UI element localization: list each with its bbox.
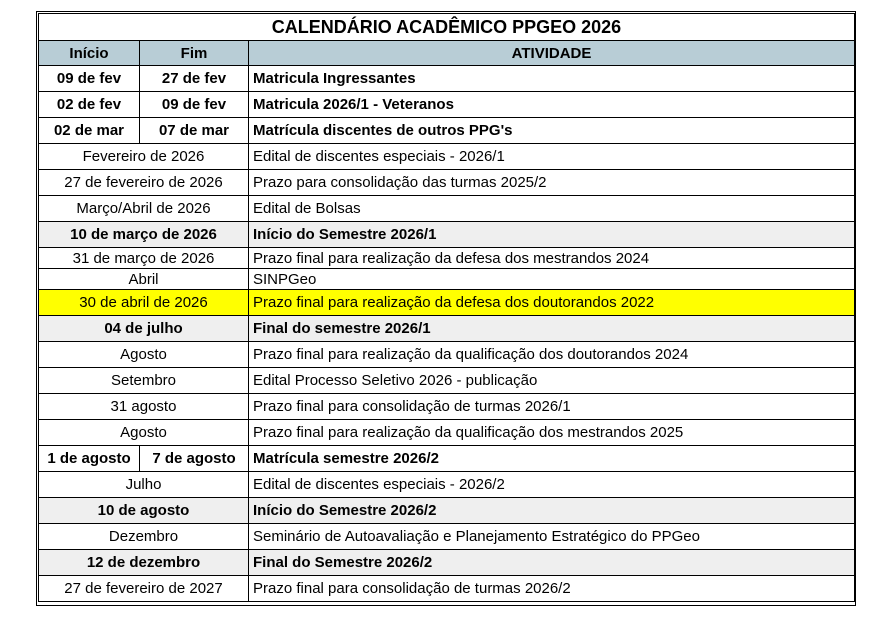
table-row — [39, 248, 855, 269]
activity-cell: Prazo final para realização da qualificação dos doutorandos 2024 — [249, 342, 855, 368]
activity-cell: Início do Semestre 2026/1 — [249, 222, 855, 248]
header-fim: Fim — [140, 41, 249, 66]
activity-cell: Matricula Ingressantes — [249, 66, 855, 92]
table-row — [39, 576, 855, 602]
period-cell: 04 de julho — [39, 316, 249, 342]
table-row — [39, 196, 855, 222]
table-row — [39, 342, 855, 368]
activity-cell: Prazo para consolidação das turmas 2025/2 — [249, 170, 855, 196]
start-date-cell: 1 de agosto — [39, 446, 140, 472]
end-date-cell: 09 de fev — [140, 92, 249, 118]
period-cell: Dezembro — [39, 524, 249, 550]
period-cell: Setembro — [39, 368, 249, 394]
period-cell: Março/Abril de 2026 — [39, 196, 249, 222]
activity-cell: Edital Processo Seletivo 2026 - publicação — [249, 368, 855, 394]
title-row — [39, 14, 855, 41]
table-row — [39, 420, 855, 446]
table-row — [39, 550, 855, 576]
activity-cell: Prazo final para realização da defesa dos mestrandos 2024 — [249, 248, 855, 269]
period-cell: Fevereiro de 2026 — [39, 144, 249, 170]
activity-cell: Prazo final para realização da defesa dos doutorandos 2022 — [249, 290, 855, 316]
table-row — [39, 92, 855, 118]
activity-cell: Edital de discentes especiais - 2026/1 — [249, 144, 855, 170]
activity-cell: Matrícula discentes de outros PPG's — [249, 118, 855, 144]
activity-cell: Matricula 2026/1 - Veteranos — [249, 92, 855, 118]
table-row — [39, 290, 855, 316]
table-row — [39, 222, 855, 248]
end-date-cell: 7 de agosto — [140, 446, 249, 472]
header-atividade: ATIVIDADE — [249, 41, 855, 66]
activity-cell: Prazo final para consolidação de turmas 2026/2 — [249, 576, 855, 602]
period-cell: 27 de fevereiro de 2026 — [39, 170, 249, 196]
activity-cell: Edital de Bolsas — [249, 196, 855, 222]
start-date-cell: 02 de fev — [39, 92, 140, 118]
header-inicio: Início — [39, 41, 140, 66]
table-row — [39, 144, 855, 170]
activity-cell: SINPGeo — [249, 269, 855, 290]
start-date-cell: 02 de mar — [39, 118, 140, 144]
period-cell: 12 de dezembro — [39, 550, 249, 576]
header-row — [39, 41, 855, 66]
activity-cell: Início do Semestre 2026/2 — [249, 498, 855, 524]
activity-cell: Prazo final para realização da qualificação dos mestrandos 2025 — [249, 420, 855, 446]
activity-cell: Edital de discentes especiais - 2026/2 — [249, 472, 855, 498]
table-row — [39, 446, 855, 472]
activity-cell: Final do Semestre 2026/2 — [249, 550, 855, 576]
period-cell: 27 de fevereiro de 2027 — [39, 576, 249, 602]
period-cell: Abril — [39, 269, 249, 290]
period-cell: 10 de agosto — [39, 498, 249, 524]
activity-cell: Prazo final para consolidação de turmas 2026/1 — [249, 394, 855, 420]
end-date-cell: 27 de fev — [140, 66, 249, 92]
activity-cell: Final do semestre 2026/1 — [249, 316, 855, 342]
period-cell: Agosto — [39, 342, 249, 368]
activity-cell: Seminário de Autoavaliação e Planejamento Estratégico do PPGeo — [249, 524, 855, 550]
table-row — [39, 118, 855, 144]
table-row — [39, 170, 855, 196]
table-row — [39, 472, 855, 498]
calendar-title: CALENDÁRIO ACADÊMICO PPGEO 2026 — [39, 14, 855, 41]
calendar-table — [38, 13, 855, 602]
period-cell: 30 de abril de 2026 — [39, 290, 249, 316]
table-row — [39, 269, 855, 290]
table-row — [39, 316, 855, 342]
table-row — [39, 66, 855, 92]
table-row — [39, 498, 855, 524]
activity-cell: Matrícula semestre 2026/2 — [249, 446, 855, 472]
table-row — [39, 524, 855, 550]
end-date-cell: 07 de mar — [140, 118, 249, 144]
start-date-cell: 09 de fev — [39, 66, 140, 92]
period-cell: Agosto — [39, 420, 249, 446]
period-cell: 31 de março de 2026 — [39, 248, 249, 269]
period-cell: Julho — [39, 472, 249, 498]
period-cell: 31 agosto — [39, 394, 249, 420]
table-row — [39, 368, 855, 394]
period-cell: 10 de março de 2026 — [39, 222, 249, 248]
table-row — [39, 394, 855, 420]
